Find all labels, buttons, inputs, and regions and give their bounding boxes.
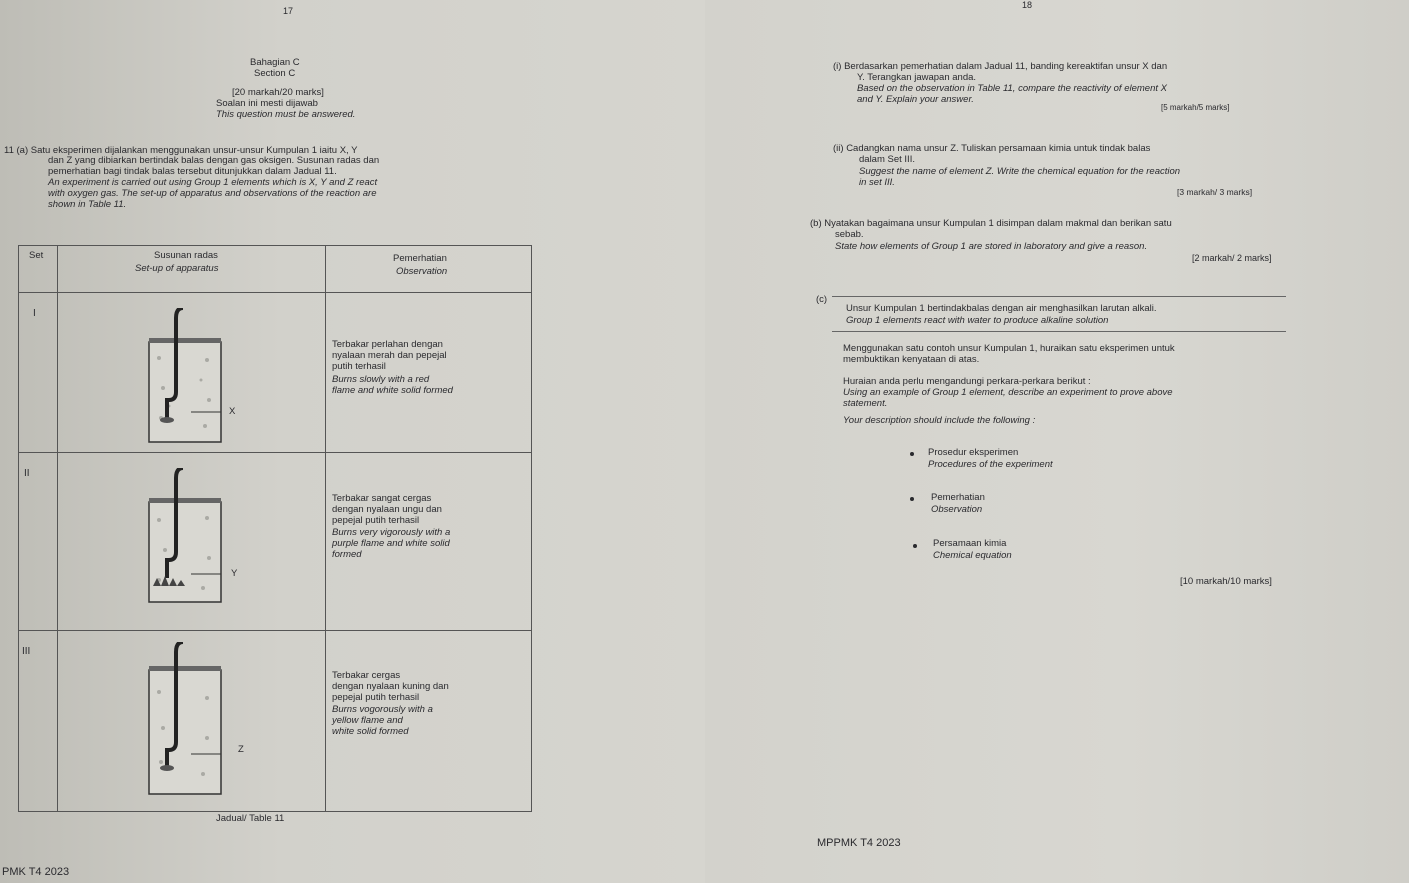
- instruction-en: This question must be answered.: [216, 109, 356, 120]
- section-marks: [20 markah/20 marks]: [232, 87, 324, 98]
- observation-line-en: Burns very vigorously with a: [332, 527, 451, 538]
- qb-line: (b) Nyatakan bagaimana unsur Kumpulan 1 disimpan dalam makmal dan berikan satu: [810, 218, 1172, 229]
- qb-marks: [2 markah/ 2 marks]: [1192, 253, 1272, 263]
- header-setup-en: Set-up of apparatus: [135, 263, 219, 274]
- instruction-ms: Soalan ini mesti dijawab: [216, 98, 318, 109]
- observation-line: Terbakar perlahan dengan: [332, 339, 443, 350]
- observation-line: putih terhasil: [332, 361, 386, 372]
- table-divider: [19, 292, 531, 293]
- section-title-ms: Bahagian C: [250, 57, 300, 68]
- table-divider: [57, 246, 58, 811]
- right-page: [705, 0, 1409, 883]
- qb-line: sebab.: [835, 229, 864, 240]
- bullet-icon: [913, 544, 917, 548]
- table-divider: [325, 246, 326, 811]
- q11a-line: pemerhatian bagi tindak balas tersebut ditunjukkan dalam Jadual 11.: [48, 166, 337, 177]
- table-11: [18, 245, 532, 812]
- bullet-icon: [910, 497, 914, 501]
- element-label: Y: [231, 568, 238, 579]
- qb-line-en: State how elements of Group 1 are stored in laboratory and give a reason.: [835, 241, 1148, 252]
- footer: PMK T4 2023: [2, 866, 70, 878]
- observation-line-en: Burns slowly with a red: [332, 374, 430, 385]
- footer: MPPMK T4 2023: [817, 837, 901, 849]
- qii-marks: [3 markah/ 3 marks]: [1177, 187, 1253, 197]
- observation-line: dengan nyalaan ungu dan: [332, 504, 442, 515]
- table-divider: [19, 452, 531, 453]
- q11a-line: dan Z yang dibiarkan bertindak balas dengan gas oksigen. Susunan radas dan: [48, 155, 380, 166]
- observation-line-en: flame and white solid formed: [332, 385, 453, 396]
- q11a-line-en: shown in Table 11.: [48, 199, 127, 210]
- bullet-label: Prosedur eksperimen: [928, 447, 1019, 458]
- qc-line-en: Your description should include the following :: [843, 415, 1036, 426]
- observation-line: dengan nyalaan kuning dan: [332, 681, 449, 692]
- q11a-line-en: with oxygen gas. The set-up of apparatus and observations of the reaction are: [48, 188, 377, 199]
- bullet-icon: [910, 452, 914, 456]
- statement-en: Group 1 elements react with water to produce alkaline solution: [846, 315, 1109, 326]
- q11a-line: 11 (a) Satu eksperimen dijalankan menggunakan unsur-unsur Kumpulan 1 iaitu X, Y: [4, 145, 358, 156]
- bullet-label-en: Observation: [931, 504, 983, 515]
- observation-line-en: Burns vogorously with a: [332, 704, 433, 715]
- gas-jar-apparatus: [143, 308, 253, 450]
- header-setup-ms: Susunan radas: [154, 250, 218, 261]
- statement-box: [832, 296, 1286, 332]
- page-number: 18: [1022, 0, 1033, 10]
- qc-line-en: statement.: [843, 398, 888, 409]
- statement-ms: Unsur Kumpulan 1 bertindakbalas dengan air menghasilkan larutan alkali.: [846, 303, 1157, 314]
- table-caption: Jadual/ Table 11: [216, 813, 285, 824]
- set-number: I: [33, 308, 36, 319]
- observation-line-en: yellow flame and: [332, 715, 403, 726]
- bullet-label-en: Chemical equation: [933, 550, 1012, 561]
- qc-marks: [10 markah/10 marks]: [1180, 576, 1272, 587]
- observation-line: Terbakar sangat cergas: [332, 493, 432, 504]
- observation-line: pepejal putih terhasil: [332, 692, 420, 703]
- header-set: Set: [29, 250, 44, 261]
- set-number: II: [24, 468, 30, 479]
- set-number: III: [22, 646, 31, 657]
- qii-line: (ii) Cadangkan nama unsur Z. Tuliskan persamaan kimia untuk tindak balas: [833, 143, 1151, 154]
- table-divider: [19, 630, 531, 631]
- qii-line-en: in set III.: [859, 177, 895, 188]
- qi-line: Y. Terangkan jawapan anda.: [857, 72, 977, 83]
- qc-line: Huraian anda perlu mengandungi perkara-perkara berikut :: [843, 376, 1091, 387]
- section-title-en: Section C: [254, 68, 296, 79]
- bullet-label: Persamaan kimia: [933, 538, 1007, 549]
- qi-line: (i) Berdasarkan pemerhatian dalam Jadual 11, banding kereaktifan unsur X dan: [833, 61, 1168, 72]
- qc-label: (c): [816, 294, 828, 305]
- qc-line: membuktikan kenyataan di atas.: [843, 354, 980, 365]
- observation-line: Terbakar cergas: [332, 670, 401, 681]
- qi-marks: [5 markah/5 marks]: [1161, 103, 1230, 112]
- header-observation-ms: Pemerhatian: [393, 253, 447, 264]
- q11a-line-en: An experiment is carried out using Group 1 elements which is X, Y and Z react: [48, 177, 378, 188]
- bullet-label-en: Procedures of the experiment: [928, 459, 1053, 470]
- element-label: Z: [238, 744, 244, 755]
- gas-jar-apparatus: [143, 468, 253, 610]
- header-observation-en: Observation: [396, 266, 448, 277]
- qii-line: dalam Set III.: [859, 154, 915, 165]
- observation-line: pepejal putih terhasil: [332, 515, 420, 526]
- qc-line: Menggunakan satu contoh unsur Kumpulan 1, huraikan satu eksperimen untuk: [843, 343, 1175, 354]
- observation-line-en: purple flame and white solid: [332, 538, 450, 549]
- element-label: X: [229, 406, 236, 417]
- observation-line-en: formed: [332, 549, 362, 560]
- qi-line-en: Based on the observation in Table 11, compare the reactivity of element X: [857, 83, 1167, 94]
- qi-line-en: and Y. Explain your answer.: [857, 94, 974, 105]
- bullet-label: Pemerhatian: [931, 492, 985, 503]
- page-number: 17: [283, 6, 294, 16]
- gas-jar-apparatus: [143, 642, 253, 802]
- observation-line: nyalaan merah dan pepejal: [332, 350, 447, 361]
- observation-line-en: white solid formed: [332, 726, 409, 737]
- qii-line-en: Suggest the name of element Z. Write the chemical equation for the reaction: [859, 166, 1181, 177]
- qc-line-en: Using an example of Group 1 element, describe an experiment to prove above: [843, 387, 1173, 398]
